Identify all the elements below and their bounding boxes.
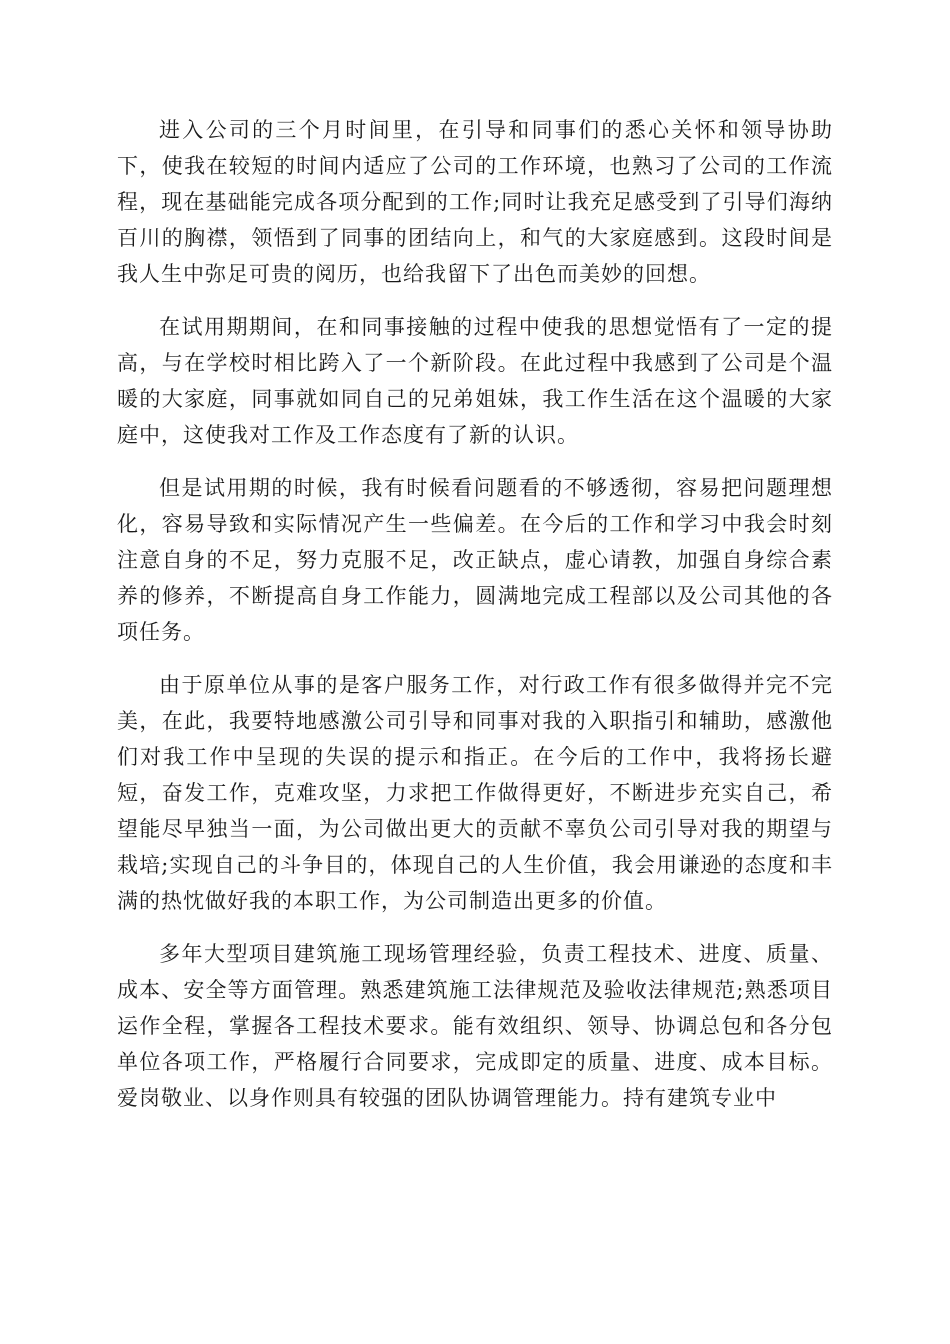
paragraph-2: 在试用期期间，在和同事接触的过程中使我的思想觉悟有了一定的提高，与在学校时相比跨入了一个新阶段。在此过程中我感到了公司是个温暖的大家庭，同事就如同自己的兄弟姐妹，我工作生活在这个温暖的大家庭中，这使我对工作及工作态度有了新的认识。: [117, 315, 833, 447]
paragraph-3: 但是试用期的时候，我有时候看问题看的不够透彻，容易把问题理想化，容易导致和实际情况产生一些偏差。在今后的工作和学习中我会时刻注意自身的不足，努力克服不足，改正缺点，虚心请教，加强自身综合素养的修养，不断提高自身工作能力，圆满地完成工程部以及公司其他的各项任务。: [117, 476, 833, 644]
document-body: [117, 112, 833, 1133]
paragraph-4: 由于原单位从事的是客户服务工作，对行政工作有很多做得并完不完美，在此，我要特地感激公司引导和同事对我的入职指引和辅助，感激他们对我工作中呈现的失误的提示和指正。在今后的工作中，我将扬长避短，奋发工作，克难攻坚，力求把工作做得更好，不断进步充实自己，希望能尽早独当一面，为公司做出更大的贡献不辜负公司引导对我的期望与栽培;实现自己的斗争目的，体现自己的人生价值，我会用谦逊的态度和丰满的热忱做好我的本职工作，为公司制造出更多的价值。: [117, 673, 833, 913]
paragraph-1: 进入公司的三个月时间里，在引导和同事们的悉心关怀和领导协助下，使我在较短的时间内适应了公司的工作环境，也熟习了公司的工作流程，现在基础能完成各项分配到的工作;同时让我充足感受到了引导们海纳百川的胸襟，领悟到了同事的团结向上，和气的大家庭感到。这段时间是我人生中弥足可贵的阅历，也给我留下了出色而美妙的回想。: [117, 118, 833, 286]
paragraph-5: 多年大型项目建筑施工现场管理经验，负责工程技术、进度、质量、成本、安全等方面管理。熟悉建筑施工法律规范及验收法律规范;熟悉项目运作全程，掌握各工程技术要求。能有效组织、领导、协调总包和各分包单位各项工作，严格履行合同要求，完成即定的质量、进度、成本目标。爱岗敬业、以身作则具有较强的团队协调管理能力。持有建筑专业中: [117, 942, 833, 1110]
